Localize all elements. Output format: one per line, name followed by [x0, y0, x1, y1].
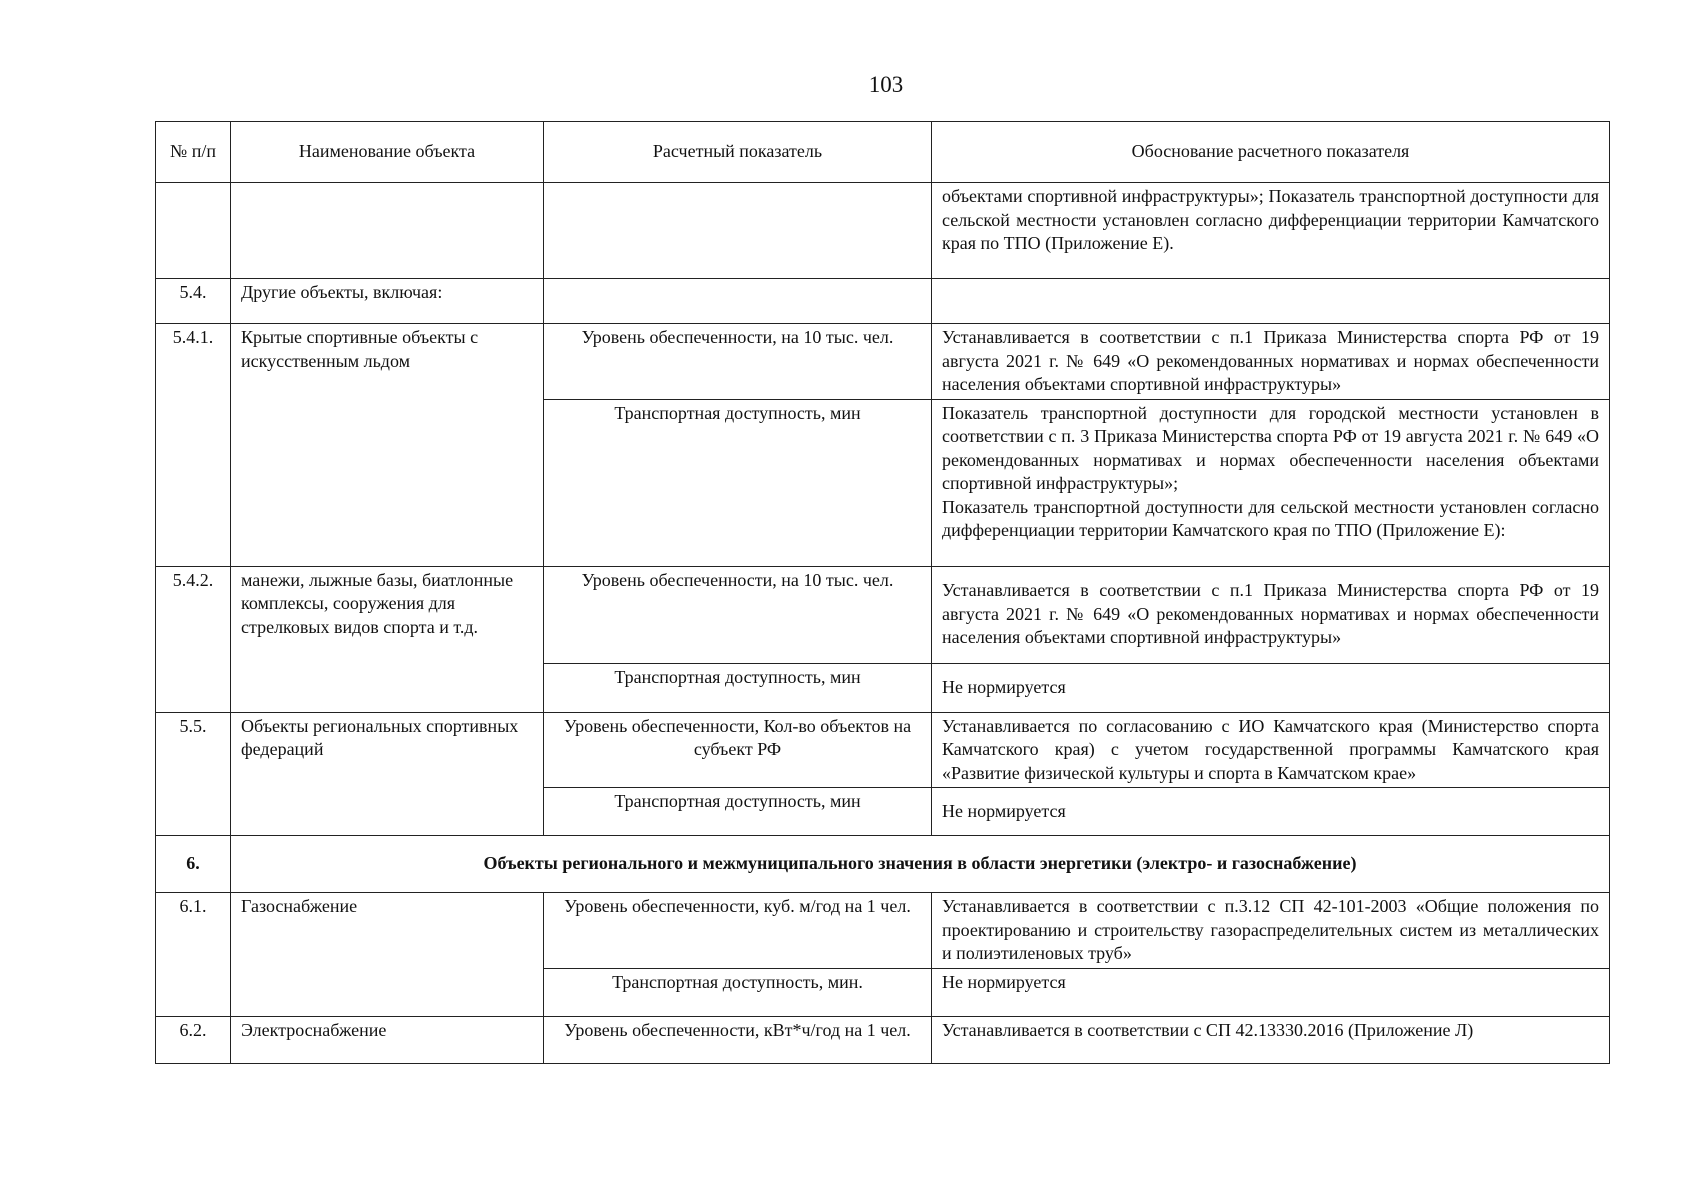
cell-name — [231, 183, 544, 279]
cell-justification: Не нормируется — [932, 968, 1610, 1016]
cell-justification: Устанавливается в соответствии с п.1 Приказа Министерства спорта РФ от 19 августа 2021 г. № 649 «О рекомендованных нормативах и нормах обеспеченности населения объектами спортивной инфраструктуры» — [932, 566, 1610, 663]
cell-justification: Устанавливается по согласованию с ИО Камчатского края (Министерство спорта Камчатского края) с учетом государственной программы Камчатского края «Развитие физической культуры и спорта в Камчатском крае» — [932, 712, 1610, 788]
cell-indicator: Транспортная доступность, мин. — [544, 968, 932, 1016]
cell-justification — [932, 399, 1610, 566]
table-header-row — [156, 122, 1610, 183]
header-indicator: Расчетный показатель — [544, 122, 932, 183]
cell-indicator: Транспортная доступность, мин — [544, 399, 932, 566]
cell-name: Электроснабжение — [231, 1016, 544, 1063]
cell-name: Газоснабжение — [231, 893, 544, 1017]
table-row — [156, 712, 1610, 788]
header-num: № п/п — [156, 122, 231, 183]
cell-indicator: Уровень обеспеченности, на 10 тыс. чел. — [544, 566, 932, 663]
section-row — [156, 836, 1610, 893]
cell-indicator: Транспортная доступность, мин — [544, 663, 932, 712]
cell-indicator — [544, 279, 932, 324]
table-row — [156, 1016, 1610, 1063]
cell-justification: объектами спортивной инфраструктуры»; Показатель транспортной доступности для сельской местности установлен согласно дифференциации территории Камчатского края по ТПО (Приложение Е). — [932, 183, 1610, 279]
page-number: 103 — [868, 72, 904, 97]
cell-justification: Не нормируется — [932, 788, 1610, 836]
section-num: 6. — [156, 836, 231, 893]
cell-name: Объекты региональных спортивных федераций — [231, 712, 544, 836]
table-row — [156, 183, 1610, 279]
cell-num: 5.4. — [156, 279, 231, 324]
cell-justification: Не нормируется — [932, 663, 1610, 712]
cell-justification: Устанавливается в соответствии с СП 42.13330.2016 (Приложение Л) — [932, 1016, 1610, 1063]
cell-num: 5.4.2. — [156, 566, 231, 712]
table-row — [156, 324, 1610, 400]
header-justification: Обоснование расчетного показателя — [932, 122, 1610, 183]
cell-num: 6.2. — [156, 1016, 231, 1063]
cell-indicator: Уровень обеспеченности, кВт*ч/год на 1 чел. — [544, 1016, 932, 1063]
justification-urban: Показатель транспортной доступности для городской местности установлен в соответствии с п. 3 Приказа Министерства спорта РФ от 19 августа 2021 г. № 649 «О рекомендованных нормативах и нормах обеспеченности населения объектами спортивной инфраструктуры»; — [942, 402, 1599, 493]
standards-table — [155, 121, 1610, 1064]
table-row — [156, 893, 1610, 969]
cell-justification: Устанавливается в соответствии с п.3.12 СП 42-101-2003 «Общие положения по проектированию и строительству газораспределительных систем из металлических и полиэтиленовых труб» — [932, 893, 1610, 969]
cell-name: Крытые спортивные объекты с искусственным льдом — [231, 324, 544, 567]
cell-num: 5.5. — [156, 712, 231, 836]
table-row — [156, 279, 1610, 324]
cell-justification: Устанавливается в соответствии с п.1 Приказа Министерства спорта РФ от 19 августа 2021 г. № 649 «О рекомендованных нормативах и нормах обеспеченности населения объектами спортивной инфраструктуры» — [932, 324, 1610, 400]
cell-num: 5.4.1. — [156, 324, 231, 567]
cell-justification — [932, 279, 1610, 324]
cell-indicator: Уровень обеспеченности, Кол-во объектов на субъект РФ — [544, 712, 932, 788]
cell-name: манежи, лыжные базы, биатлонные комплексы, сооружения для стрелковых видов спорта и т.д. — [231, 566, 544, 712]
justification-rural: Показатель транспортной доступности для сельской местности установлен согласно дифференциации территории Камчатского края по ТПО (Приложение Е): — [942, 496, 1599, 540]
section-title: Объекты регионального и межмуниципального значения в области энергетики (электро- и газоснабжение) — [231, 836, 1610, 893]
cell-name: Другие объекты, включая: — [231, 279, 544, 324]
cell-indicator: Уровень обеспеченности, куб. м/год на 1 чел. — [544, 893, 932, 969]
cell-num: 6.1. — [156, 893, 231, 1017]
table-row — [156, 566, 1610, 663]
cell-num — [156, 183, 231, 279]
cell-indicator — [544, 183, 932, 279]
cell-indicator: Уровень обеспеченности, на 10 тыс. чел. — [544, 324, 932, 400]
header-name: Наименование объекта — [231, 122, 544, 183]
cell-indicator: Транспортная доступность, мин — [544, 788, 932, 836]
